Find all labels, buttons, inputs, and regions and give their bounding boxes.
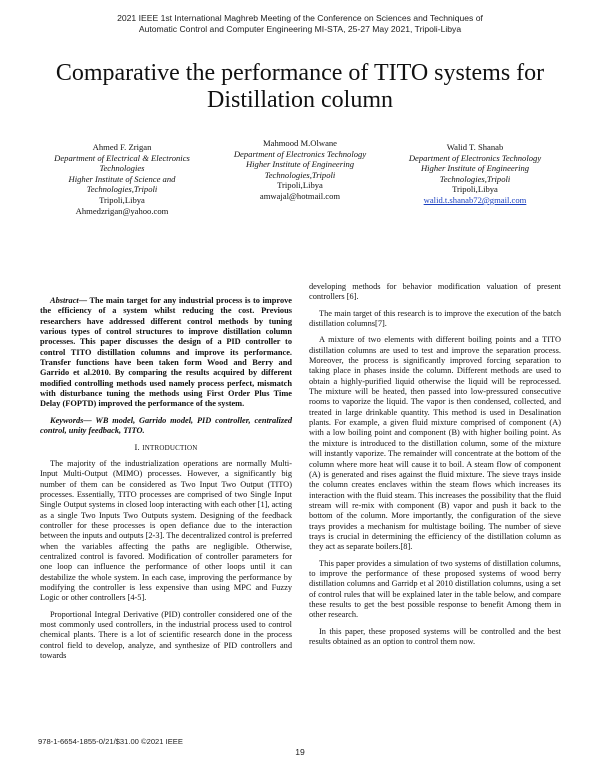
keywords (40, 416, 292, 437)
author-department: Department of Electrical & Electronics Technologies (54, 152, 190, 174)
page-number: 19 (295, 747, 305, 757)
right-paragraph-5: In this paper, these proposed systems will be controlled and the best results obtained as an option to control them now. (309, 626, 561, 646)
conference-header (40, 13, 560, 34)
author-location: Tripoli,Libya (277, 180, 323, 191)
paper-title-line-1: Comparative the performance of TITO systems for (55, 60, 545, 86)
keywords-label: Keywords— (50, 415, 92, 425)
author-email-link[interactable]: walid.t.shanab72@gmail.com (423, 194, 527, 205)
author-department: Department of Electronics Technology (408, 152, 542, 163)
author-block-1 (42, 142, 202, 216)
intro-paragraph-1: The majority of the industrialization operations are normally Multi-Input Multi-Output (MIMO) processes. However, a significantly big number of them can be considered as Two Input Two Output (TITO) processes. Essentially, TITO processes are comprised of two Single Input Single Output systems in closed loop interacting with each other [1], acting as a single Two Inputs Two Outputs system. Designing of the feedback controller for these processes is open defiance due to the interaction between the inputs and outputs [2-3]. The decentralized control is preferred when the variables affecting the paths are negligible. Otherwise, centralized control is favored. Modification of controller parameters for one loop can influence the performance of other loops until it can destabilize the whole system. In each case, improving the performance by modifying the controller is less expensive than using MPC and Fuzzy Logic or other controllers [4-5]. (40, 458, 292, 603)
abstract (40, 296, 292, 410)
author-institute: Higher Institute of Engineering Technologies,Tripoli (245, 159, 355, 180)
keywords-text: WB model, Garrido model, PID controller, centralized control, unity feedback, TITO. (40, 415, 292, 436)
section-heading-introduction (40, 442, 292, 453)
right-paragraph-4: This paper provides a simulation of two systems of distillation columns, to improve the performance of these proposed systems of wood berry distillation columns and Garridp et al 2010 distillation columns, using a set of control rules that will be explained later in the table below, and compare these results to get the best possible response to benefit Among them in other research. (309, 558, 561, 620)
author-location: Tripoli,Libya (452, 184, 498, 195)
author-name: Walid T. Shanab (446, 142, 504, 152)
section-number: I. (134, 442, 140, 453)
author-name: Ahmed F. Zrigan (92, 142, 152, 152)
conference-header-line-1: 2021 IEEE 1st International Maghreb Meeting of the Conference on Sciences and Techniques of (117, 13, 483, 23)
right-paragraph-3: A mixture of two elements with different boiling points and a TITO distillation columns are used to test and improve the separation process. Moreover, the process is significantly improved forcing separation to taking place in phases inside the column. Different methods are used to obtain a highly-purified liquid otherwise the liquid will be reprocessed. The mixture will be heated, then passed into low-pressured consecutive rooms to vaporize the liquid. The vapor is then condensed, collected, and treated in large drinkable quantity. This method is used in Desalination plants. For example, a given fluid mixture comprised of component (A) with a low boiling point and component (B) with higher boiling point. As the mixture is introduced to the distillation column, some of the mixture will instantly vaporize. The remainder will concentrate at the bottom of the column where more heat will cause it to boil. A steam flow of component (A) is generated and rises against the fluid mixture. The sieve trays inside the column creates enclaves within the steam flows which increases its interaction with the fluid steam. This increases the possibility that the fluid stream will re-mix with component (B) vapor and push it back to the bottom of the column. More importantly, the configuration of the sieve trays provides a mechanism for multistage boiling. The number of sieve trays is crucial in determining the efficiency of the distillation column as they act as separate boilers.[8]. (309, 335, 561, 552)
right-column (309, 282, 561, 653)
footer-isbn: 978-1-6654-1855-0/21/$31.00 ©2021 IEEE (38, 737, 183, 746)
intro-paragraph-2: Proportional Integral Derivative (PID) controller considered one of the most commonly used controllers, in the industrial process used to control chemical plants. There is a lot of scientific research done in the process control field to develop, analyze, and synthesize of PID controllers and towards (40, 609, 292, 660)
author-location: Tripoli,Libya (99, 194, 145, 205)
abstract-text: The main target for any industrial process is to improve the efficiency of a system whilst reducing the cost. Previous researchers have addressed different control methods by tuning various types of control structures to improve distillation column processes. This paper discusses the design of a PID controller to control TITO distillation columns and improve its performance. Transfer functions have been taken form Wood and Berry and Garrido et al.2010. By comparing the results acquired by different modified controlling methods used namely process perfect, mismatch with disturbance tuning the methods using First Order Plus Time Delay (FOPTD) improved the performance of the system. (40, 296, 292, 409)
author-name: Mahmood M.Olwane (263, 138, 337, 148)
left-column (40, 296, 292, 667)
paper-title (30, 60, 570, 114)
author-institute: Higher Institute of Science and Technologies,Tripoli (68, 173, 176, 195)
abstract-label: Abstract— (50, 296, 88, 305)
right-paragraph-2: The main target of this research is to improve the execution of the batch distillation columns[7]. (309, 308, 561, 329)
author-email: Ahmedzrigan@yahoo.com (75, 205, 169, 216)
section-title: INTRODUCTION (142, 444, 198, 453)
paper-title-line-2: Distillation column (207, 87, 393, 113)
author-institute: Higher Institute of Engineering Technologies,Tripoli (420, 163, 530, 184)
conference-header-line-2: Automatic Control and Computer Engineering MI-STA, 25-27 May 2021, Tripoli-Libya (138, 23, 462, 34)
author-email: amwajal@hotmail.com (259, 190, 341, 201)
author-department: Department of Electronics Technology (233, 148, 367, 159)
right-paragraph-1: developing methods for behavior modification valuation of present controllers [6]. (309, 282, 561, 302)
author-block-2 (220, 138, 380, 202)
author-block-3 (395, 142, 555, 206)
